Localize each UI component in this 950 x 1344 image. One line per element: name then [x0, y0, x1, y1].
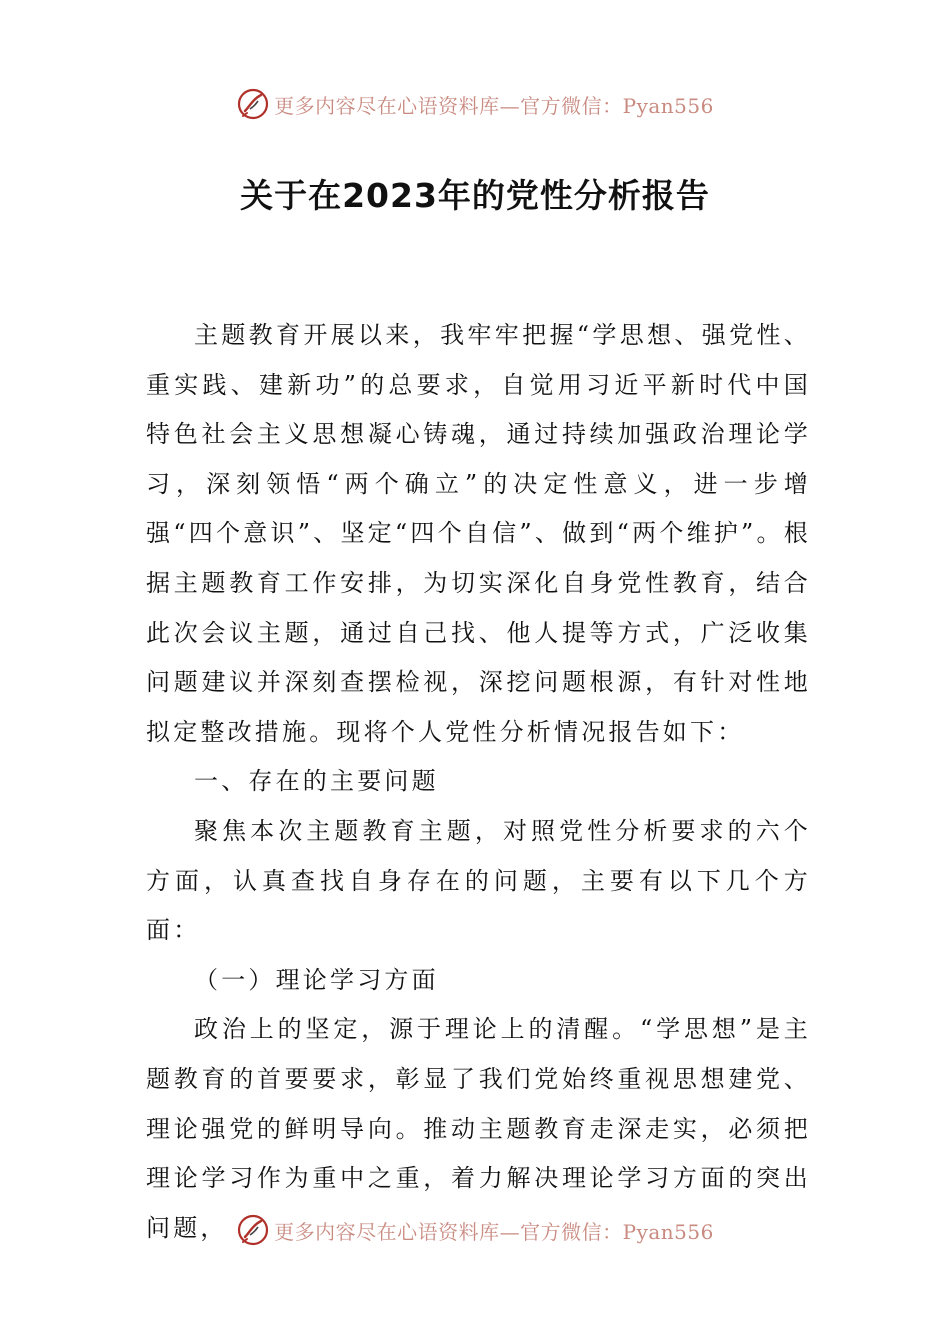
- subsection-heading-theory: （一）理论学习方面: [194, 965, 439, 994]
- document-title: 关于在2023年的党性分析报告: [240, 176, 710, 215]
- watermark-text: 更多内容尽在心语资料库—官方微信：Pyan556: [274, 1219, 714, 1244]
- pen-logo-icon: [236, 87, 270, 121]
- paragraph-theory: 政治上的坚定，源于理论上的清醒。“学思想”是主题教育的首要要求，彰显了我们党始终重视思想建党、理论强党的鲜明导向。推动主题教育走深走实，必须把理论学习作为重中之重，着力解决理论学习方面的突出问题，: [146, 1015, 811, 1242]
- paragraph-intro: 主题教育开展以来，我牢牢把握“学思想、强党性、重实践、建新功”的总要求，自觉用习近平新时代中国特色社会主义思想凝心铸魂，通过持续加强政治理论学习，深刻领悟“两个确立”的决定性意义，进一步增强“四个意识”、坚定“四个自信”、做到“两个维护”。根据主题教育工作安排，为切实深化自身党性教育，结合此次会议主题，通过自己找、他人提等方式，广泛收集问题建议并深刻查摆检视，深挖问题根源，有针对性地拟定整改措施。现将个人党性分析情况报告如下：: [146, 321, 811, 746]
- pen-logo-icon: [236, 1213, 270, 1247]
- watermark-text: 更多内容尽在心语资料库—官方微信：Pyan556: [274, 93, 714, 118]
- watermark-footer: [0, 1210, 950, 1250]
- watermark-header: [0, 84, 950, 124]
- paragraph-focus: 聚焦本次主题教育主题，对照党性分析要求的六个方面，认真查找自身存在的问题，主要有以下几个方面：: [146, 816, 811, 945]
- section-heading-1: 一、存在的主要问题: [194, 767, 439, 796]
- document-body: [146, 311, 811, 1253]
